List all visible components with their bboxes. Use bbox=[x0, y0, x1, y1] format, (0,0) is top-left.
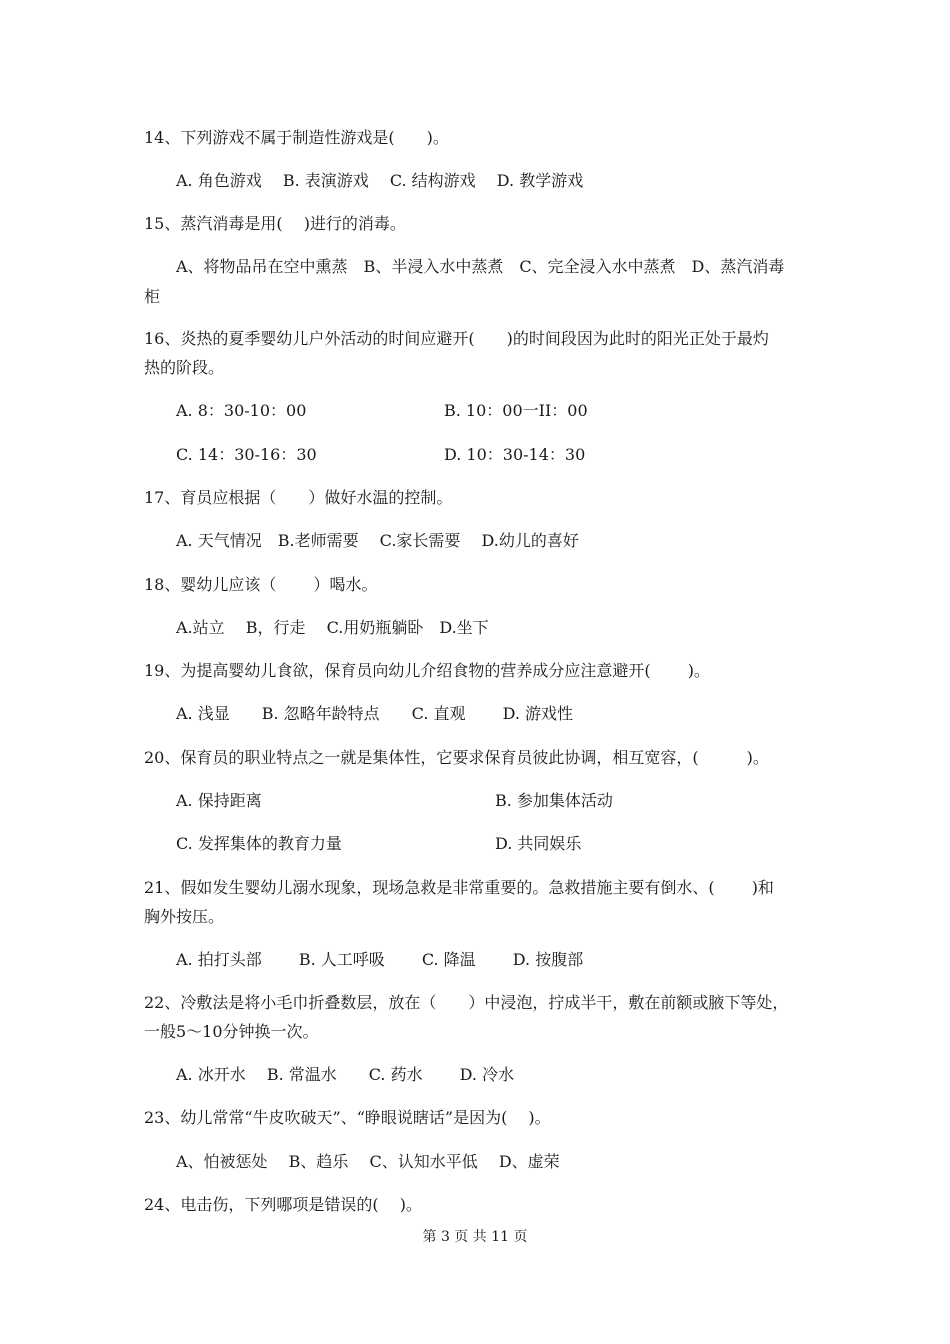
page-footer: 第 3 页 共 11 页 bbox=[422, 1229, 528, 1245]
question-24-stem: 24、电击伤，下列哪项是错误的( )。 bbox=[144, 1195, 422, 1214]
question-16-stem-wrap: 热的阶段。 bbox=[144, 358, 225, 377]
question-20-option-b: B. 参加集体活动 bbox=[495, 791, 613, 810]
question-15-stem: 15、蒸汽消毒是用( )进行的消毒。 bbox=[144, 214, 406, 233]
question-20-option-a: A. 保持距离 bbox=[176, 791, 262, 810]
question-18-options: A.站立 B，行走 C.用奶瓶躺卧 D.坐下 bbox=[176, 618, 489, 637]
question-17-options: A. 天气情况 B.老师需要 C.家长需要 D.幼儿的喜好 bbox=[176, 531, 579, 550]
question-16-option-c: C. 14：30-16：30 bbox=[176, 445, 317, 464]
question-16-stem: 16、炎热的夏季婴幼儿户外活动的时间应避开( )的时间段因为此时的阳光正处于最灼 bbox=[144, 329, 769, 348]
question-20-stem: 20、保育员的职业特点之一就是集体性，它要求保育员彼此协调，相互宽容，( )。 bbox=[144, 748, 769, 767]
question-23-stem: 23、幼儿常常“牛皮吹破天”、“睁眼说瞎话”是因为( )。 bbox=[144, 1108, 551, 1127]
question-16-option-d: D. 10：30-14：30 bbox=[444, 445, 586, 464]
question-22-options: A. 冰开水 B. 常温水 C. 药水 D. 冷水 bbox=[176, 1065, 515, 1084]
question-14-options: A. 角色游戏 B. 表演游戏 C. 结构游戏 D. 教学游戏 bbox=[176, 171, 584, 190]
question-15-options-wrap: 柜 bbox=[144, 287, 161, 306]
question-21-stem-wrap: 胸外按压。 bbox=[144, 907, 225, 926]
question-15-options: A、将物品吊在空中熏蒸 B、半浸入水中蒸煮 C、完全浸入水中蒸煮 D、蒸汽消毒 bbox=[176, 257, 785, 276]
question-22-stem: 22、冷敷法是将小毛巾折叠数层，放在（ ）中浸泡，拧成半干，敷在前额或腋下等处， bbox=[144, 993, 789, 1012]
question-21-options: A. 拍打头部 B. 人工呼吸 C. 降温 D. 按腹部 bbox=[176, 950, 584, 969]
question-18-stem: 18、婴幼儿应该（ ）喝水。 bbox=[144, 575, 378, 594]
question-19-stem: 19、为提高婴幼儿食欲，保育员向幼儿介绍食物的营养成分应注意避开( )。 bbox=[144, 661, 710, 680]
question-21-stem: 21、假如发生婴幼儿溺水现象，现场急救是非常重要的。急救措施主要有倒水、( )和 bbox=[144, 878, 774, 897]
question-17-stem: 17、育员应根据（ ）做好水温的控制。 bbox=[144, 488, 453, 507]
question-16-option-b: B. 10：00一II：00 bbox=[444, 401, 588, 420]
question-22-stem-wrap: 一般5～10分钟换一次。 bbox=[144, 1022, 319, 1041]
question-20-option-d: D. 共同娱乐 bbox=[495, 834, 582, 853]
question-14-stem: 14、下列游戏不属于制造性游戏是( )。 bbox=[144, 128, 449, 147]
question-19-options: A. 浅显 B. 忽略年龄特点 C. 直观 D. 游戏性 bbox=[176, 704, 574, 723]
question-23-options: A、怕被惩处 B、趋乐 C、认知水平低 D、虚荣 bbox=[176, 1152, 560, 1171]
question-16-option-a: A. 8：30-10：00 bbox=[176, 401, 307, 420]
question-20-option-c: C. 发挥集体的教育力量 bbox=[176, 834, 342, 853]
